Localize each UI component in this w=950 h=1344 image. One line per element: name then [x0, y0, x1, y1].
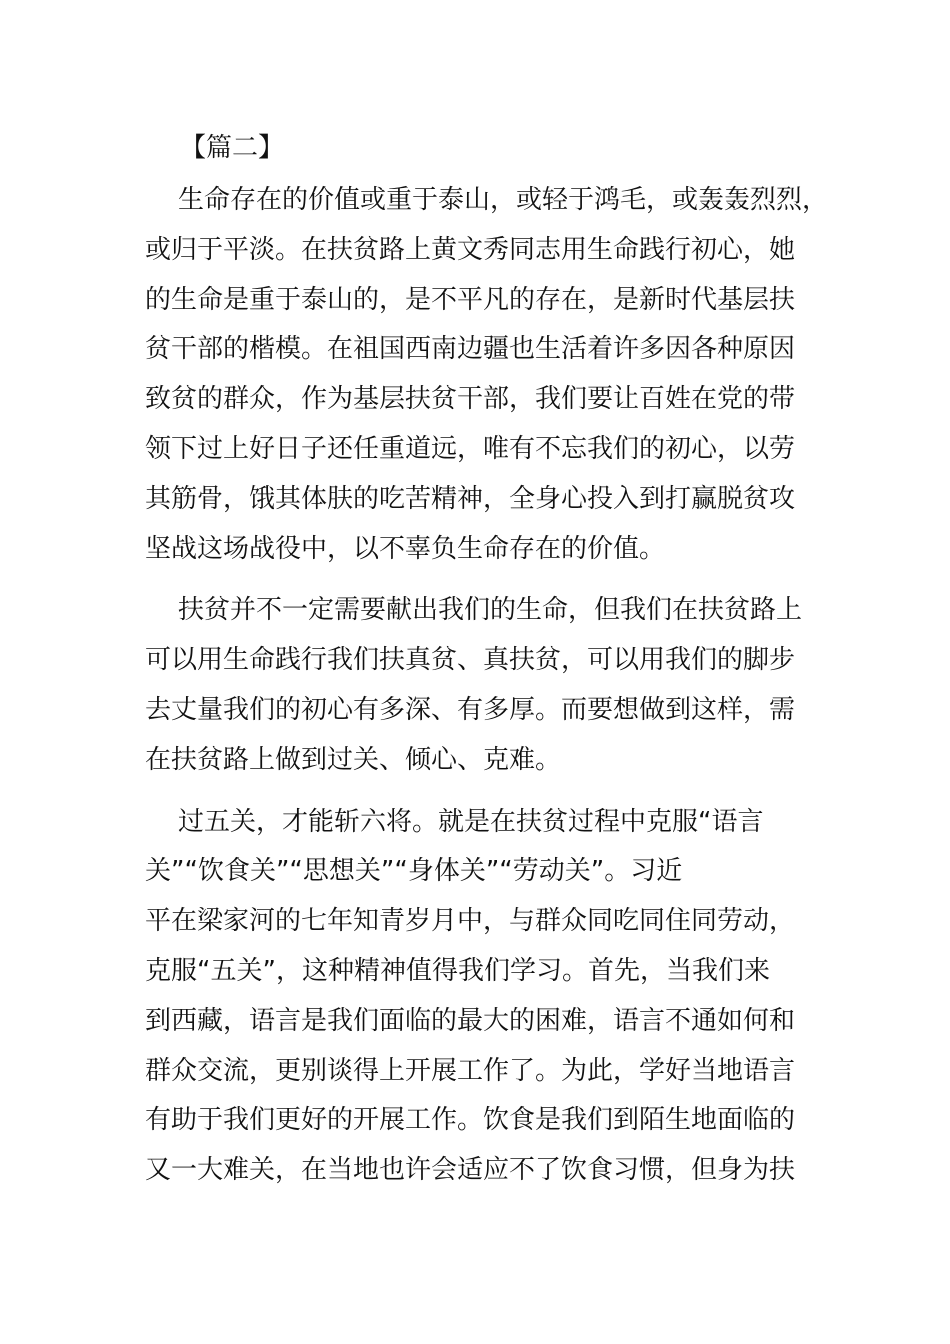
text-line: 克服“五关”，这种精神值得我们学习。首先，当我们来: [145, 955, 770, 986]
text-line: 或归于平淡。在扶贫路上黄文秀同志用生命践行初心，她: [145, 234, 796, 265]
text-line: 关”“饮食关”“思想关”“身体关”“劳动关”。习近: [145, 856, 683, 887]
text-line: 致贫的群众，作为基层扶贫干部，我们要让百姓在党的带: [145, 384, 796, 415]
text-line: 的生命是重于泰山的，是不平凡的存在，是新时代基层扶: [145, 284, 796, 315]
text-line: 其筋骨，饿其体肤的吃苦精神，全身心投入到打赢脱贫攻: [145, 483, 796, 514]
document-body: [145, 128, 829, 1208]
text-line: 可以用生命践行我们扶真贫、真扶贫，可以用我们的脚步: [145, 645, 796, 676]
text-line: 贫干部的楷模。在祖国西南边疆也生活着许多因各种原因: [145, 334, 796, 365]
text-line: 坚战这场战役中，以不辜负生命存在的价值。: [145, 533, 666, 564]
section-heading: 【篇二】: [180, 133, 285, 163]
text-line: 到西藏，语言是我们面临的最大的困难，语言不通如何和: [145, 1005, 796, 1036]
text-line: 扶贫并不一定需要献出我们的生命，但我们在扶贫路上: [178, 595, 803, 626]
paragraph-1: [145, 176, 829, 574]
text-line: 群众交流，更别谈得上开展工作了。为此，学好当地语言: [145, 1055, 796, 1086]
text-line: 过五关，才能斩六将。就是在扶贫过程中克服“语言: [178, 806, 764, 837]
text-line: 在扶贫路上做到过关、倾心、克难。: [145, 744, 562, 775]
text-line: 去丈量我们的初心有多深、有多厚。而要想做到这样，需: [145, 694, 796, 725]
text-line: 生命存在的价值或重于泰山，或轻于鸿毛，或轰轰烈烈，: [178, 185, 829, 215]
paragraph-2: [145, 586, 810, 785]
text-line: 又一大难关，在当地也许会适应不了饮食习惯，但身为扶: [145, 1155, 796, 1186]
paragraph-3: [145, 798, 810, 1196]
text-line: 领下过上好日子还任重道远，唯有不忘我们的初心，以劳: [145, 433, 796, 464]
text-line: 平在梁家河的七年知青岁月中，与群众同吃同住同劳动，: [145, 906, 796, 937]
text-line: 有助于我们更好的开展工作。饮食是我们到陌生地面临的: [145, 1105, 796, 1136]
